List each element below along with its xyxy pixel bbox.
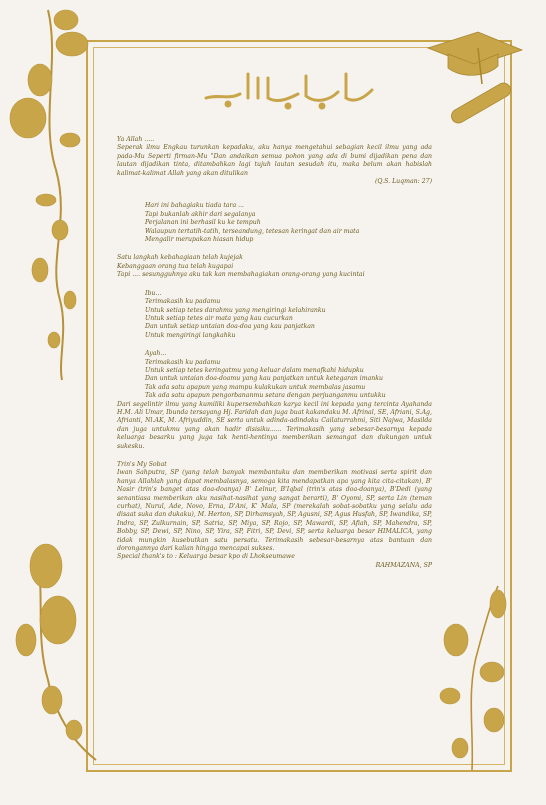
poem-line: Hari ini bahagiaku tiada tara ...	[145, 202, 245, 210]
poem-line: Terimakasih ku padamu	[145, 358, 221, 366]
poem-line: Ibu...	[145, 289, 162, 297]
poem-line: Untuk mengiringi langkahku	[145, 331, 236, 339]
poem-line: Untuk setiap tetes keringatmu yang keluar dalam menafkahi hidupku	[145, 366, 364, 374]
graduation-cap-icon	[418, 26, 528, 136]
poem-line: Walaupun tertatih-tatih, terseandung, tetesan keringat dan air mata	[145, 227, 360, 235]
poem-line: Dan untuk setiap untaian doa-doa yang kau panjatkan	[145, 323, 315, 331]
basmala-calligraphy	[198, 64, 378, 110]
poem-langkah	[117, 254, 432, 279]
poem-ayah	[145, 350, 432, 400]
poem-line: Tak ada satu apapun yang mampu kulakukan untuk membalas jasamu	[145, 383, 366, 391]
poem-line: Tapi bukanlah akhir dari segalanya	[145, 210, 256, 218]
friends-text: Iwan Sahputra, SP (yang telah banyak membantuku dan memberikan motivasi serta spirit dan hanya Allahlah yang dapat membalasnya, semoga kita mendapatkan apa yang kita cita-citakan), B' Nasir (trin's banget atas doa-doanya) B' Lelnur, B'Iqbal (trin's atas doa-doanya), B'Dedi (yang senantiasa memberikan aku nasihat-nasihat yang sangat berarti), B' Oyomi, SP, serta Lin (teman curhat), Nurul, Ade, Novo, Erna, D'Ani, K' Mala, SP (merekalah sobat-sobatku yang selalu ada disaat suka dan dukaku), M. Herton, SP, Dirhamsyah, SP, Agusni, SP, Agus Husfah, SP, Iwandika, SP, Indra, SP, Zulkurnain, SP, Satria, SP, Miya, SP, Rojo, SP, Mawardi, SP, Afiah, SP, Mahendra, SP, Bobby, SP, Dewi, SP, Nino, SP, Yira, SP, Fitri, SP, Devi, SP, serta keluarga besar HIMALICA, yang tidak mungkin kusebutkan satu persatu. Terimakasih sebesar-besarnya atas bantuan dan dorongannya dari kalian hingga mencapai sukses.	[117, 469, 432, 553]
poem-line: Terimakasih ku padamu	[145, 298, 221, 306]
poem-line: Untuk setiap tetes darahmu yang mengiringi kelahiranku	[145, 306, 326, 314]
poem-ibu	[145, 290, 432, 340]
right-floral-ornament	[416, 580, 526, 780]
friends-section	[117, 461, 432, 553]
poem-line: Perjalanan ini berhasil ku ke tempuh	[145, 219, 261, 227]
quran-reference: (Q.S. Luqman: 27)	[374, 178, 432, 186]
signature: RAHMAZANA, SP	[375, 561, 432, 569]
poem-line: Kebanggaan orang tua telah kugapai	[117, 262, 234, 270]
poem-line: Untuk setiap tetes air mata yang kau cucurkan	[145, 314, 293, 322]
poem-line: Ayah...	[145, 350, 167, 358]
poem-line: Tak ada satu apapun pengorbananmu setara dengan perjuanganmu untukku	[145, 392, 386, 400]
poem-hari-ini	[145, 202, 432, 244]
quran-quote: Seperak ilmu Engkau turunkan kepadaku, aku hanya mengetahui sebagian kecil ilmu yang ada pada-Mu Seperti firman-Mu "Dan andaikan semua pohon yang ada di bumi dijadikan pena dan lautan dijadikan tinta, ditambahkan lagi tujuh lautan sesudah itu, maka belum akan habislah kalimat-kalimat Allah yang akan ditulikan	[117, 144, 432, 177]
poem-line: Satu langkah kebahagiaan telah kujejak	[117, 254, 243, 262]
poem-line: Mengalir merupakan hiasan hidup	[145, 236, 254, 244]
poem-line: Tapi .... sesungguhnya aku tak kan membahagiakan orang-orang yang kucintai	[117, 271, 365, 279]
dedication-content	[117, 136, 432, 570]
family-dedication: Dari segelintir ilmu yang kumiliki kupersembahkan karya kecil ini kepada yang tercinta Ayahanda H.M. Ali Umar, Ibunda tersayang Hj. Faridah dan juga buat kakandaku M. Afrinal, SE, Afriani, S.Ag, Afrianti, Nl.AK, M. Afriyuddin, SE serta untuk adinda-adindaku Cailaturrahmi, Siti Najwa, Masilda dan juga untukmu yang akan hadir disisiku...... Terimakasih yang sebesar-besarnya kepada keluarga besarku yang juga tak henti-hentinya memberikan semangat dan dukungan untuk sukesku.	[117, 400, 432, 450]
friends-heading: Trin's My Sobat	[117, 461, 167, 468]
poem-line: Dan untuk untaian doa-doamu yang kau panjatkan untuk ketegaran imanku	[145, 375, 384, 383]
salutation: Ya Allah .....	[117, 136, 155, 143]
special-thanks: Special thank's to : Keluarga besar kpo di Lhokseumawe	[117, 553, 295, 561]
